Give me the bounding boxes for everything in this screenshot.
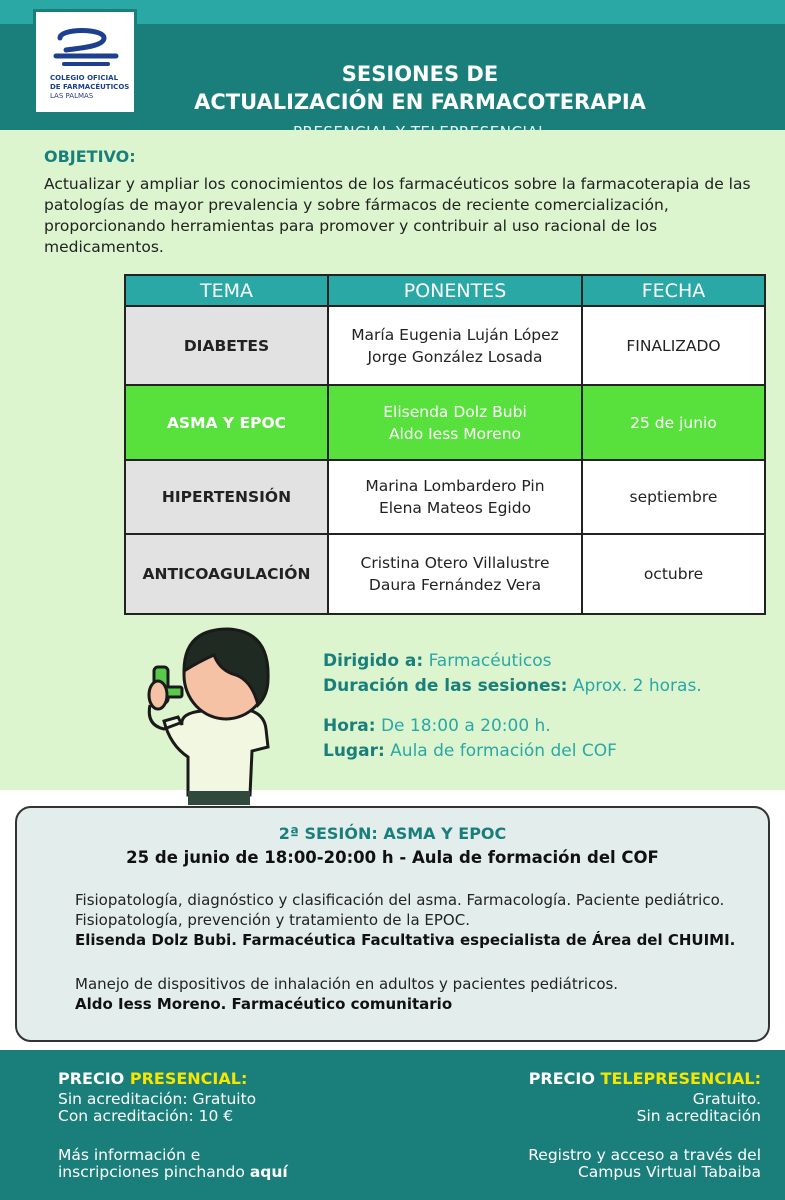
heading-prefix: PRECIO: [528, 1069, 601, 1088]
info-label: Dirigido a:: [323, 651, 424, 671]
table-row-highlighted: [125, 385, 765, 460]
row-fecha: 25 de junio: [582, 385, 765, 460]
campus-info: [528, 1147, 761, 1181]
table-row: [125, 306, 765, 385]
page-title-line2: ACTUALIZACIÓN EN FARMACOTERAPIA: [194, 90, 646, 114]
row-ponentes: [328, 534, 582, 614]
session-topic-text: Fisiopatología, diagnóstico y clasificación del asma. Farmacología. Paciente pediátrico. Fisiopatología, prevención y tratamiento de la EPOC.: [75, 891, 725, 929]
ponente: Jorge González Losada: [367, 347, 543, 366]
campus-line: Registro y acceso a través del: [528, 1146, 761, 1164]
price-telepresencial: [529, 1070, 761, 1125]
info-label: Duración de las sesiones:: [323, 676, 568, 696]
logo-line2: DE FARMACÉUTICOS: [50, 83, 130, 91]
row-tema: DIABETES: [125, 306, 328, 385]
logo-line1: COLEGIO OFICIAL: [50, 74, 119, 82]
price-line: Con acreditación: 10 €: [58, 1107, 234, 1125]
info-value: Farmacéuticos: [428, 651, 552, 671]
header-fecha: FECHA: [582, 275, 765, 306]
college-logo: [33, 9, 137, 115]
price-line: Gratuito.: [692, 1090, 761, 1108]
row-tema: HIPERTENSIÓN: [125, 460, 328, 534]
info-value: Aprox. 2 horas.: [572, 676, 702, 696]
price-presencial-heading: [58, 1070, 256, 1087]
more-info: [58, 1147, 288, 1181]
session-topic-text: Manejo de dispositivos de inhalación en adultos y pacientes pediátricos.: [75, 975, 619, 993]
info-hora: [323, 716, 551, 736]
college-logo-icon: [52, 26, 120, 70]
heading-mode: TELEPRESENCIAL:: [600, 1069, 761, 1088]
row-fecha: septiembre: [582, 460, 765, 534]
session-topic-1: [75, 890, 755, 950]
price-presencial: [58, 1070, 256, 1125]
info-lugar: [323, 741, 617, 761]
price-line: Sin acreditación: [636, 1107, 761, 1125]
row-tema: ANTICOAGULACIÓN: [125, 534, 328, 614]
ponente: Aldo Iess Moreno: [388, 424, 522, 443]
campus-link[interactable]: Campus Virtual Tabaiba: [577, 1163, 761, 1181]
info-label: Lugar:: [323, 741, 385, 761]
objective-label: OBJETIVO:: [44, 147, 136, 166]
logo-line3: LAS PALMAS: [50, 92, 94, 100]
more-info-line2: [58, 1164, 288, 1181]
price-line: Sin acreditación: Gratuito: [58, 1090, 257, 1108]
logo-text: [50, 74, 136, 101]
session-speaker: Aldo Iess Moreno. Farmacéutico comunitario: [75, 995, 453, 1013]
row-fecha: octubre: [582, 534, 765, 614]
ponente: Elena Mateos Egido: [378, 499, 532, 517]
table-header-row: [125, 275, 765, 306]
row-ponentes: [328, 385, 582, 460]
header-ponentes: PONENTES: [328, 275, 582, 306]
header-tema: TEMA: [125, 275, 328, 306]
table-row: [125, 460, 765, 534]
row-tema: ASMA Y EPOC: [125, 385, 328, 460]
ponente: María Eugenia Luján López: [351, 325, 559, 344]
info-dirigido: [323, 651, 551, 671]
row-ponentes: [328, 306, 582, 385]
ponente: Cristina Otero Villalustre: [360, 554, 550, 572]
session-title: 2ª SESIÓN: ASMA Y EPOC: [278, 824, 507, 843]
price-telepresencial-heading: [529, 1070, 761, 1087]
schedule-table: [124, 274, 766, 615]
inscription-link[interactable]: aquí: [249, 1163, 288, 1181]
page-title-line1: SESIONES DE: [341, 62, 499, 86]
footer: [0, 1050, 785, 1200]
ponente: Marina Lombardero Pin: [365, 477, 545, 495]
info-value: Aula de formación del COF: [390, 741, 617, 761]
inhaler-kid-illustration: [140, 625, 280, 805]
more-info-text: inscripciones pinchando: [58, 1163, 250, 1181]
ponente: Elisenda Dolz Bubi: [383, 402, 527, 421]
heading-mode: PRESENCIAL:: [129, 1069, 248, 1088]
info-duracion: [323, 676, 702, 696]
session-speaker: Elisenda Dolz Bubi. Farmacéutica Facultativa especialista de Área del CHUIMI.: [75, 931, 736, 949]
objective-text: Actualizar y ampliar los conocimientos de los farmacéuticos sobre la farmacoterapia de las patologías de mayor prevalencia y sobre fármacos de reciente comercialización, proporcionando herramientas para promover y contribuir al uso racional de los medicamentos.: [44, 175, 751, 256]
info-value: De 18:00 a 20:00 h.: [380, 716, 551, 736]
row-ponentes: [328, 460, 582, 534]
session-date: 25 de junio de 18:00-20:00 h - Aula de formación del COF: [126, 848, 659, 867]
more-info-line: Más información e: [58, 1146, 201, 1164]
row-fecha: FINALIZADO: [582, 306, 765, 385]
info-label: Hora:: [323, 716, 376, 736]
heading-prefix: PRECIO: [58, 1069, 130, 1088]
ponente: Daura Fernández Vera: [368, 576, 542, 594]
table-row: [125, 534, 765, 614]
session-topic-2: [75, 974, 755, 1014]
session-box: [15, 806, 770, 1042]
